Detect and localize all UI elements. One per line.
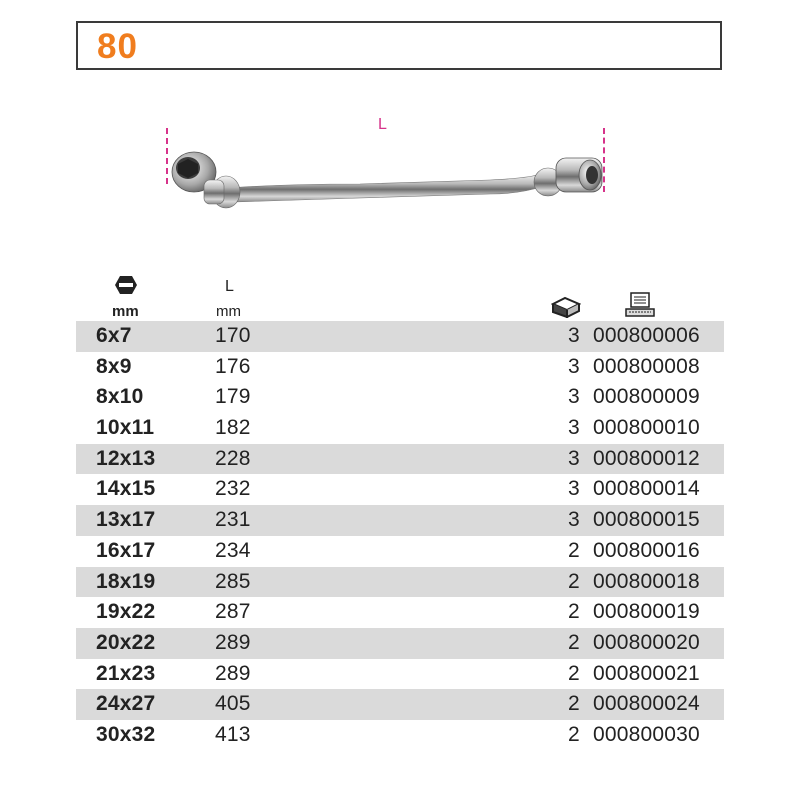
code-cell: 000800019 [593, 600, 700, 624]
table-row [76, 352, 724, 383]
size-unit-header: mm [112, 303, 139, 320]
size-cell: 16x17 [96, 538, 156, 562]
length-cell: 285 [215, 569, 251, 593]
table-row [76, 567, 724, 598]
qty-cell: 3 [568, 508, 580, 532]
table-row [76, 689, 724, 720]
qty-cell: 2 [568, 692, 580, 716]
code-cell: 000800006 [593, 324, 700, 347]
qty-cell: 3 [568, 324, 580, 347]
table-row [76, 720, 724, 751]
length-cell: 405 [215, 692, 251, 716]
code-cell: 000800008 [593, 354, 700, 378]
size-cell: 21x23 [96, 661, 156, 685]
length-cell: 182 [215, 416, 251, 440]
qty-cell: 2 [568, 569, 580, 593]
length-cell: 232 [215, 477, 251, 501]
length-cell: 287 [215, 600, 251, 624]
length-cell: 228 [215, 446, 251, 470]
table-row [76, 444, 724, 475]
size-cell: 19x22 [96, 600, 156, 624]
size-cell: 14x15 [96, 477, 156, 501]
size-cell: 13x17 [96, 508, 156, 532]
size-cell: 30x32 [96, 722, 156, 746]
dimension-label: L [378, 116, 387, 133]
qty-cell: 3 [568, 477, 580, 501]
code-cell: 000800016 [593, 538, 700, 562]
hex-nut-icon [114, 274, 138, 296]
qty-cell: 3 [568, 385, 580, 409]
code-cell: 000800018 [593, 569, 700, 593]
table-row [76, 413, 724, 444]
size-cell: 12x13 [96, 446, 156, 470]
table-row [76, 321, 724, 352]
length-cell: 176 [215, 354, 251, 378]
size-cell: 10x11 [96, 416, 155, 440]
length-cell: 179 [215, 385, 251, 409]
package-box-icon [551, 296, 581, 318]
code-cell: 000800021 [593, 661, 700, 685]
size-cell: 24x27 [96, 692, 156, 716]
qty-cell: 2 [568, 630, 580, 654]
length-cell: 170 [215, 324, 251, 347]
table-row [76, 505, 724, 536]
code-cell: 000800030 [593, 722, 700, 746]
code-cell: 000800012 [593, 446, 700, 470]
qty-cell: 2 [568, 600, 580, 624]
product-table [76, 321, 724, 751]
size-cell: 8x9 [96, 354, 132, 378]
length-cell: 234 [215, 538, 251, 562]
table-row [76, 628, 724, 659]
title-box [76, 21, 722, 70]
code-cell: 000800014 [593, 477, 700, 501]
length-header: L [225, 278, 234, 295]
size-cell: 8x10 [96, 385, 144, 409]
code-cell: 000800024 [593, 692, 700, 716]
table-row [76, 382, 724, 413]
length-cell: 289 [215, 661, 251, 685]
qty-cell: 3 [568, 354, 580, 378]
code-cell: 000800020 [593, 630, 700, 654]
size-cell: 6x7 [96, 324, 132, 347]
computer-terminal-icon [623, 292, 655, 318]
code-cell: 000800009 [593, 385, 700, 409]
length-cell: 231 [215, 508, 251, 532]
table-row [76, 597, 724, 628]
qty-cell: 3 [568, 446, 580, 470]
swivel-wrench-image [160, 140, 620, 230]
table-row [76, 536, 724, 567]
qty-cell: 2 [568, 722, 580, 746]
length-cell: 289 [215, 630, 251, 654]
code-cell: 000800010 [593, 416, 700, 440]
qty-cell: 3 [568, 416, 580, 440]
length-unit-header: mm [216, 303, 241, 320]
size-cell: 20x22 [96, 630, 156, 654]
qty-cell: 2 [568, 538, 580, 562]
table-row [76, 474, 724, 505]
length-cell: 413 [215, 722, 251, 746]
code-cell: 000800015 [593, 508, 700, 532]
product-number: 80 [97, 27, 138, 66]
size-cell: 18x19 [96, 569, 156, 593]
qty-cell: 2 [568, 661, 580, 685]
table-row [76, 659, 724, 690]
